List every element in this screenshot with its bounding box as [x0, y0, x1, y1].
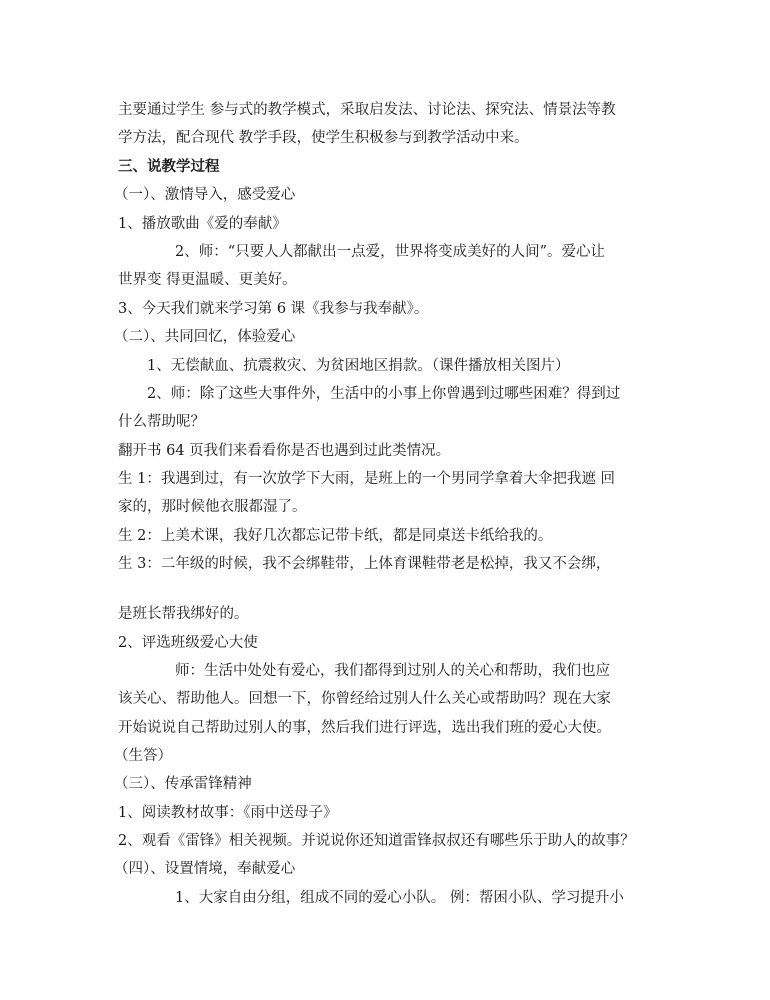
para-line: 开始说说自己帮助过别人的事，然后我们进行评选，选出我们班的爱心大使。: [118, 720, 611, 736]
para-line: 该关心、帮助他人。回想一下，你曾经给过别人什么关心或帮助吗？现在大家: [118, 691, 611, 707]
para-line: 2、师：“只要人人都献出一点爱，世界将变成美好的人间”。爱心让: [175, 244, 606, 260]
para-line: 1、无偿献血、抗震救灾、为贫困地区捐款。（课件播放相关图片）: [147, 358, 570, 374]
para-line: 家的，那时候他衣服都湿了。: [118, 499, 307, 515]
para-line: 2、评选班级爱心大使: [118, 635, 258, 651]
para-line: 翻开书 64 页我们来看看你是否也遇到过此类情况。: [118, 443, 451, 459]
para-line: 学方法，配合现代 教学手段，使学生积极参与到教学活动中来。: [118, 130, 529, 146]
para-line: 什么帮助呢？: [118, 414, 205, 430]
para-line: 生 2：上美术课，我好几次都忘记带卡纸，都是同桌送卡纸给我的。: [118, 528, 553, 544]
subsection-heading: （四）、设置情境，奉献爱心: [114, 861, 296, 877]
para-line: 1、播放歌曲《爱的奉献》: [118, 216, 287, 232]
para-line: 1、大家自由分组，组成不同的爱心小队。 例：帮困小队、学习提升小: [175, 890, 624, 906]
para-line: 1、阅读教材故事：《雨中送母子》: [118, 805, 338, 821]
section-heading: 三、说教学过程: [118, 158, 220, 175]
para-line: （生答）: [114, 748, 172, 764]
para-line: 生 3：二年级的时候，我不会绑鞋带，上体育课鞋带老是松掉，我又不会绑，: [118, 556, 611, 572]
para-line: 2、师：除了这些大事件外，生活中的小事上你曾遇到过哪些困难？得到过: [147, 386, 621, 402]
para-line: 主要通过学生 参与式的教学模式，采取启发法、讨论法、探究法、情景法等教: [118, 102, 616, 118]
para-line: 3、今天我们就来学习第 6 课《我参与我奉献》。: [118, 301, 429, 317]
para-line: 2、观看《雷锋》相关视频。并说说你还知道雷锋叔叔还有哪些乐于助人的故事？: [118, 833, 635, 849]
subsection-heading: （三）、传承雷锋精神: [114, 776, 252, 792]
para-line: 师：生活中处处有爱心，我们都得到过别人的关心和帮助，我们也应: [175, 663, 610, 679]
para-line: 生 1：我遇到过，有一次放学下大雨，是班上的一个男同学拿着大伞把我遮 回: [118, 471, 615, 487]
para-line: 世界变 得更温暖、更美好。: [118, 272, 297, 288]
subsection-heading: （一）、激情导入，感受爱心: [114, 187, 296, 203]
subsection-heading: （二）、共同回忆，体验爱心: [114, 329, 296, 345]
para-line: 是班长帮我绑好的。: [118, 606, 249, 622]
